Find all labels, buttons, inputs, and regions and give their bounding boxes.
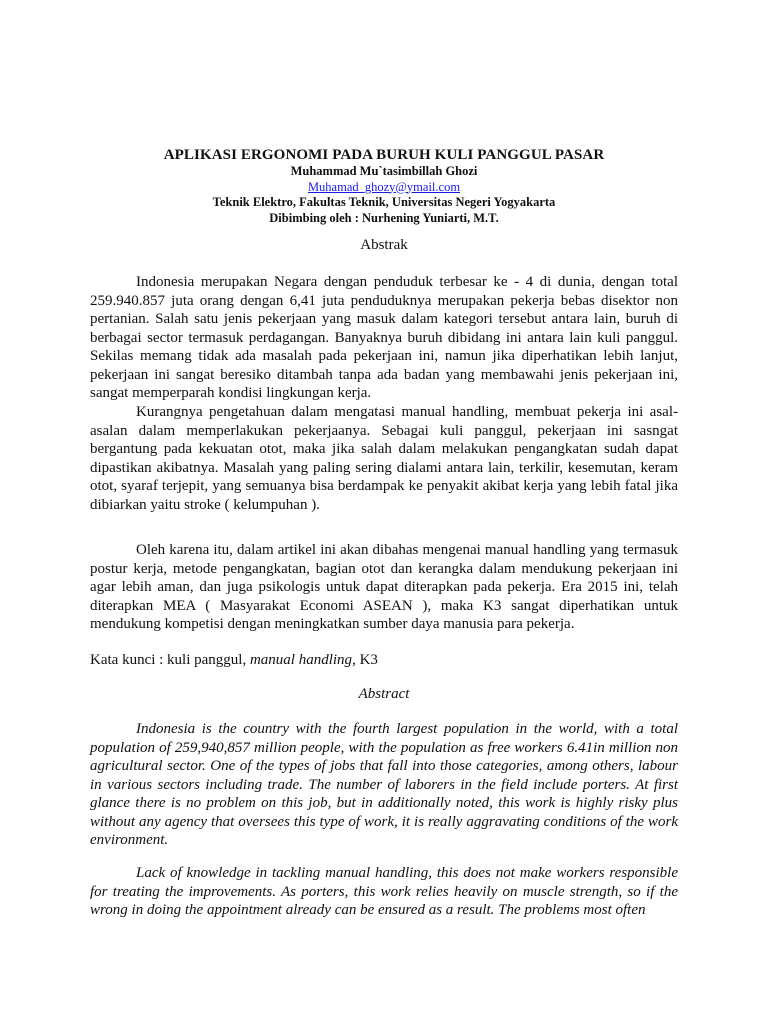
- paper-title: APLIKASI ERGONOMI PADA BURUH KULI PANGGUL PASAR: [163, 147, 605, 163]
- supervisor-line: Dibimbing oleh : Nurhening Yuniarti, M.T.: [269, 210, 499, 225]
- abstract-paragraph: Indonesia is the country with the fourth largest population in the world, with a total population of 259,940,857 million people, with the population as free workers 6.41in million non agricultural sector. One of the types of jobs that fall into those categories, among others, labour in various sectors including trade. The number of laborers in the field include porters. At first glance there is no problem on this job, but in additionally noted, this work is highly risky plus without any agency that oversees this type of work, it is really aggravating conditions of the work environment.: [90, 721, 678, 848]
- abstrak-paragraph: Oleh karena itu, dalam artikel ini akan dibahas mengenai manual handling yang termasuk postur kerja, metode pengangkatan, bagian otot dan kerangka dalam mendukung pekerjaan ini agar lebih aman, dan juga psikologis untuk dapat diterapkan pada pekerja. Era 2015 ini, telah diterapkan MEA ( Masyarakat Economi ASEAN ), maka K3 sangat diperhatikan untuk mendukung kompetisi dengan meningkatkan sumber daya manusia para pekerja.: [90, 542, 678, 632]
- keywords-suffix: , K3: [352, 652, 378, 668]
- author-name: Muhammad Mu`tasimbillah Ghozi: [290, 164, 478, 178]
- abstrak-heading: Abstrak: [360, 237, 408, 253]
- author-affiliation: Teknik Elektro, Fakultas Teknik, Universitas Negeri Yogyakarta: [212, 195, 556, 209]
- paper-header: [90, 146, 678, 226]
- abstract-heading: Abstract: [358, 686, 410, 702]
- abstrak-paragraph: Indonesia merupakan Negara dengan penduduk terbesar ke - 4 di dunia, dengan total 259.940.857 juta orang dengan 6,41 juta penduduknya merupakan pekerja bebas disektor non pertanian. Salah satu jenis pekerjaan yang masuk dalam kategori tersebut antara lain, buruh di berbagai sector termasuk perdagangan. Banyaknya buruh dibidang ini antara lain kuli panggul. Sekilas memang tidak ada masalah pada pekerjaan ini, namun jika diperhatikan lebih lanjut, pekerjaan ini sangat beresiko ditambah tanpa ada badan yang membawahi jenis pekerjaan ini, sangat memperparah kondisi lingkungan kerja.: [90, 274, 678, 401]
- email-line: [90, 180, 678, 196]
- keywords-italic-term: manual handling: [249, 652, 353, 668]
- abstract-paragraph: Lack of knowledge in tackling manual handling, this does not make workers responsible for treating the improvements. As porters, this work relies heavily on muscle strength, so if the wrong in doing the appointment already can be ensured as a result. The problems most often: [90, 865, 678, 918]
- author-email-link[interactable]: Muhamad_ghozy@ymail.com: [307, 179, 461, 194]
- keywords-line: [90, 651, 678, 670]
- keywords-prefix: Kata kunci : kuli panggul,: [90, 652, 250, 668]
- abstrak-paragraph: Kurangnya pengetahuan dalam mengatasi manual handling, membuat pekerja ini asal-asalan dalam memperlakukan pekerjaanya. Sebagai kuli panggul, pekerjaan ini sasngat bergantung pada kekuatan otot, maka jika salah dalam melakukan pengangkatan sudah dapat dipastikan akibatnya. Masalah yang paling sering dialami antara lain, terkilir, kesemutan, keram otot, syaraf terjepit, yang semuanya bisa berdampak ke penyakit akibat kerja yang lebih fatal jika dibiarkan yaitu stroke ( kelumpuhan ).: [90, 404, 678, 513]
